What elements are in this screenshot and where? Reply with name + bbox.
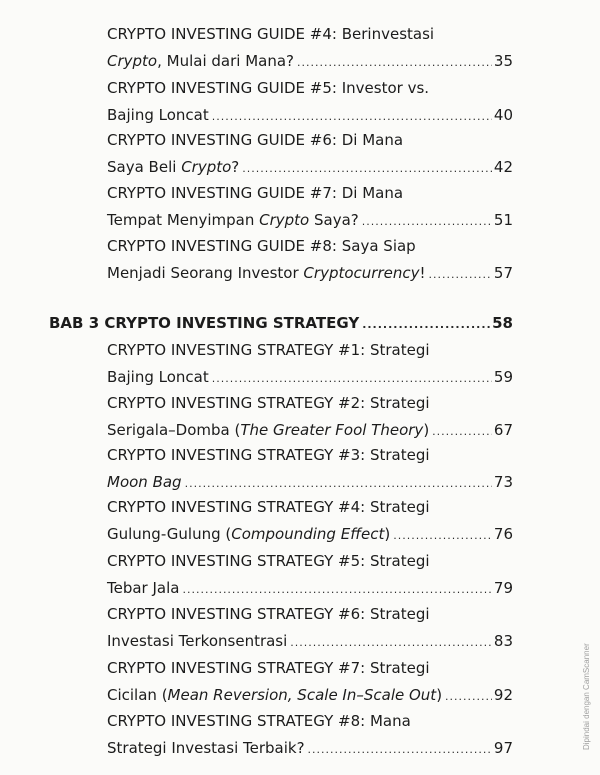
entry-subtitle: Gulung-Gulung (Compounding Effect) bbox=[107, 525, 391, 543]
entry-title: CRYPTO INVESTING GUIDE #5: Investor vs. bbox=[107, 79, 430, 97]
entry-title: CRYPTO INVESTING GUIDE #6: Di Mana bbox=[107, 131, 404, 149]
entry-subtitle-row bbox=[107, 364, 513, 391]
page-number: 67 bbox=[493, 421, 513, 439]
page-number: 35 bbox=[493, 52, 513, 70]
page-number: 57 bbox=[493, 264, 513, 282]
entry-subtitle-row bbox=[107, 521, 513, 548]
dot-leader bbox=[445, 683, 492, 710]
dot-leader bbox=[362, 208, 492, 235]
entry-title: CRYPTO INVESTING GUIDE #7: Di Mana bbox=[107, 184, 404, 202]
entry-subtitle: Strategi Investasi Terbaik? bbox=[107, 739, 305, 757]
page-number: 51 bbox=[493, 211, 513, 229]
toc-entry bbox=[107, 601, 513, 655]
entry-subtitle-row bbox=[107, 735, 513, 762]
page-number: 97 bbox=[493, 739, 513, 757]
toc-entry bbox=[107, 494, 513, 548]
dot-leader bbox=[212, 365, 492, 392]
entry-subtitle: Menjadi Seorang Investor Cryptocurrency! bbox=[107, 264, 426, 282]
entry-subtitle-row bbox=[107, 207, 513, 234]
page-number: 83 bbox=[493, 632, 513, 650]
page-number: 73 bbox=[493, 473, 513, 491]
dot-leader bbox=[432, 418, 492, 445]
toc-entry bbox=[107, 548, 513, 602]
toc-entry bbox=[107, 75, 513, 129]
dot-leader bbox=[212, 103, 492, 130]
entry-subtitle: Serigala–Domba (The Greater Fool Theory) bbox=[107, 421, 430, 439]
entry-subtitle: Bajing Loncat bbox=[107, 368, 209, 386]
page-number: 59 bbox=[493, 368, 513, 386]
entry-subtitle-row bbox=[107, 469, 513, 496]
entry-title: CRYPTO INVESTING STRATEGY #4: Strategi bbox=[107, 498, 430, 516]
page-number: 92 bbox=[493, 686, 513, 704]
dot-leader bbox=[428, 261, 491, 288]
entry-subtitle-row bbox=[107, 102, 513, 129]
scanner-watermark: Dipindai dengan CamScanner bbox=[582, 643, 591, 750]
entry-title: CRYPTO INVESTING STRATEGY #7: Strategi bbox=[107, 659, 430, 677]
dot-leader bbox=[242, 155, 492, 182]
entry-title: CRYPTO INVESTING GUIDE #8: Saya Siap bbox=[107, 237, 416, 255]
toc-entry bbox=[107, 127, 513, 181]
toc-entry bbox=[107, 442, 513, 496]
entry-subtitle-row bbox=[107, 260, 513, 287]
dot-leader bbox=[393, 522, 492, 549]
dot-leader bbox=[297, 49, 492, 76]
dot-leader bbox=[182, 576, 491, 603]
page-number: 42 bbox=[493, 158, 513, 176]
entry-title: CRYPTO INVESTING STRATEGY #1: Strategi bbox=[107, 341, 430, 359]
toc-entry bbox=[107, 21, 513, 75]
dot-leader bbox=[290, 629, 492, 656]
toc-entry bbox=[107, 233, 513, 287]
chapter-title: BAB 3 CRYPTO INVESTING STRATEGY bbox=[49, 314, 360, 332]
entry-subtitle-row bbox=[107, 682, 513, 709]
page-number: 79 bbox=[493, 579, 513, 597]
chapter-heading bbox=[49, 310, 513, 337]
entry-title: CRYPTO INVESTING STRATEGY #6: Strategi bbox=[107, 605, 430, 623]
entry-subtitle-row bbox=[107, 48, 513, 75]
entry-subtitle-row bbox=[107, 417, 513, 444]
page-number: 58 bbox=[492, 314, 513, 332]
entry-subtitle: Tempat Menyimpan Crypto Saya? bbox=[107, 211, 359, 229]
entry-subtitle: Investasi Terkonsentrasi bbox=[107, 632, 288, 650]
entry-title: CRYPTO INVESTING GUIDE #4: Berinvestasi bbox=[107, 25, 435, 43]
toc-entry bbox=[107, 708, 513, 762]
page-number: 76 bbox=[493, 525, 513, 543]
entry-subtitle: Cicilan (Mean Reversion, Scale In–Scale Out) bbox=[107, 686, 443, 704]
toc-entry bbox=[107, 180, 513, 234]
toc-entry bbox=[107, 655, 513, 709]
entry-subtitle-row bbox=[107, 154, 513, 181]
dot-leader bbox=[185, 470, 492, 497]
dot-leader bbox=[308, 736, 492, 763]
page-number: 40 bbox=[493, 106, 513, 124]
entry-title: CRYPTO INVESTING STRATEGY #5: Strategi bbox=[107, 552, 430, 570]
entry-subtitle: Tebar Jala bbox=[107, 579, 180, 597]
entry-subtitle: Saya Beli Crypto? bbox=[107, 158, 240, 176]
dot-leader bbox=[362, 311, 490, 338]
entry-subtitle-row bbox=[107, 575, 513, 602]
entry-subtitle-row bbox=[107, 628, 513, 655]
entry-title: CRYPTO INVESTING STRATEGY #2: Strategi bbox=[107, 394, 430, 412]
entry-subtitle: Bajing Loncat bbox=[107, 106, 209, 124]
toc-entry bbox=[107, 390, 513, 444]
entry-title: CRYPTO INVESTING STRATEGY #3: Strategi bbox=[107, 446, 430, 464]
chapter-row bbox=[49, 310, 513, 337]
entry-subtitle: Moon Bag bbox=[107, 473, 182, 491]
entry-title: CRYPTO INVESTING STRATEGY #8: Mana bbox=[107, 712, 411, 730]
toc-entry bbox=[107, 337, 513, 391]
entry-subtitle: Crypto, Mulai dari Mana? bbox=[107, 52, 294, 70]
